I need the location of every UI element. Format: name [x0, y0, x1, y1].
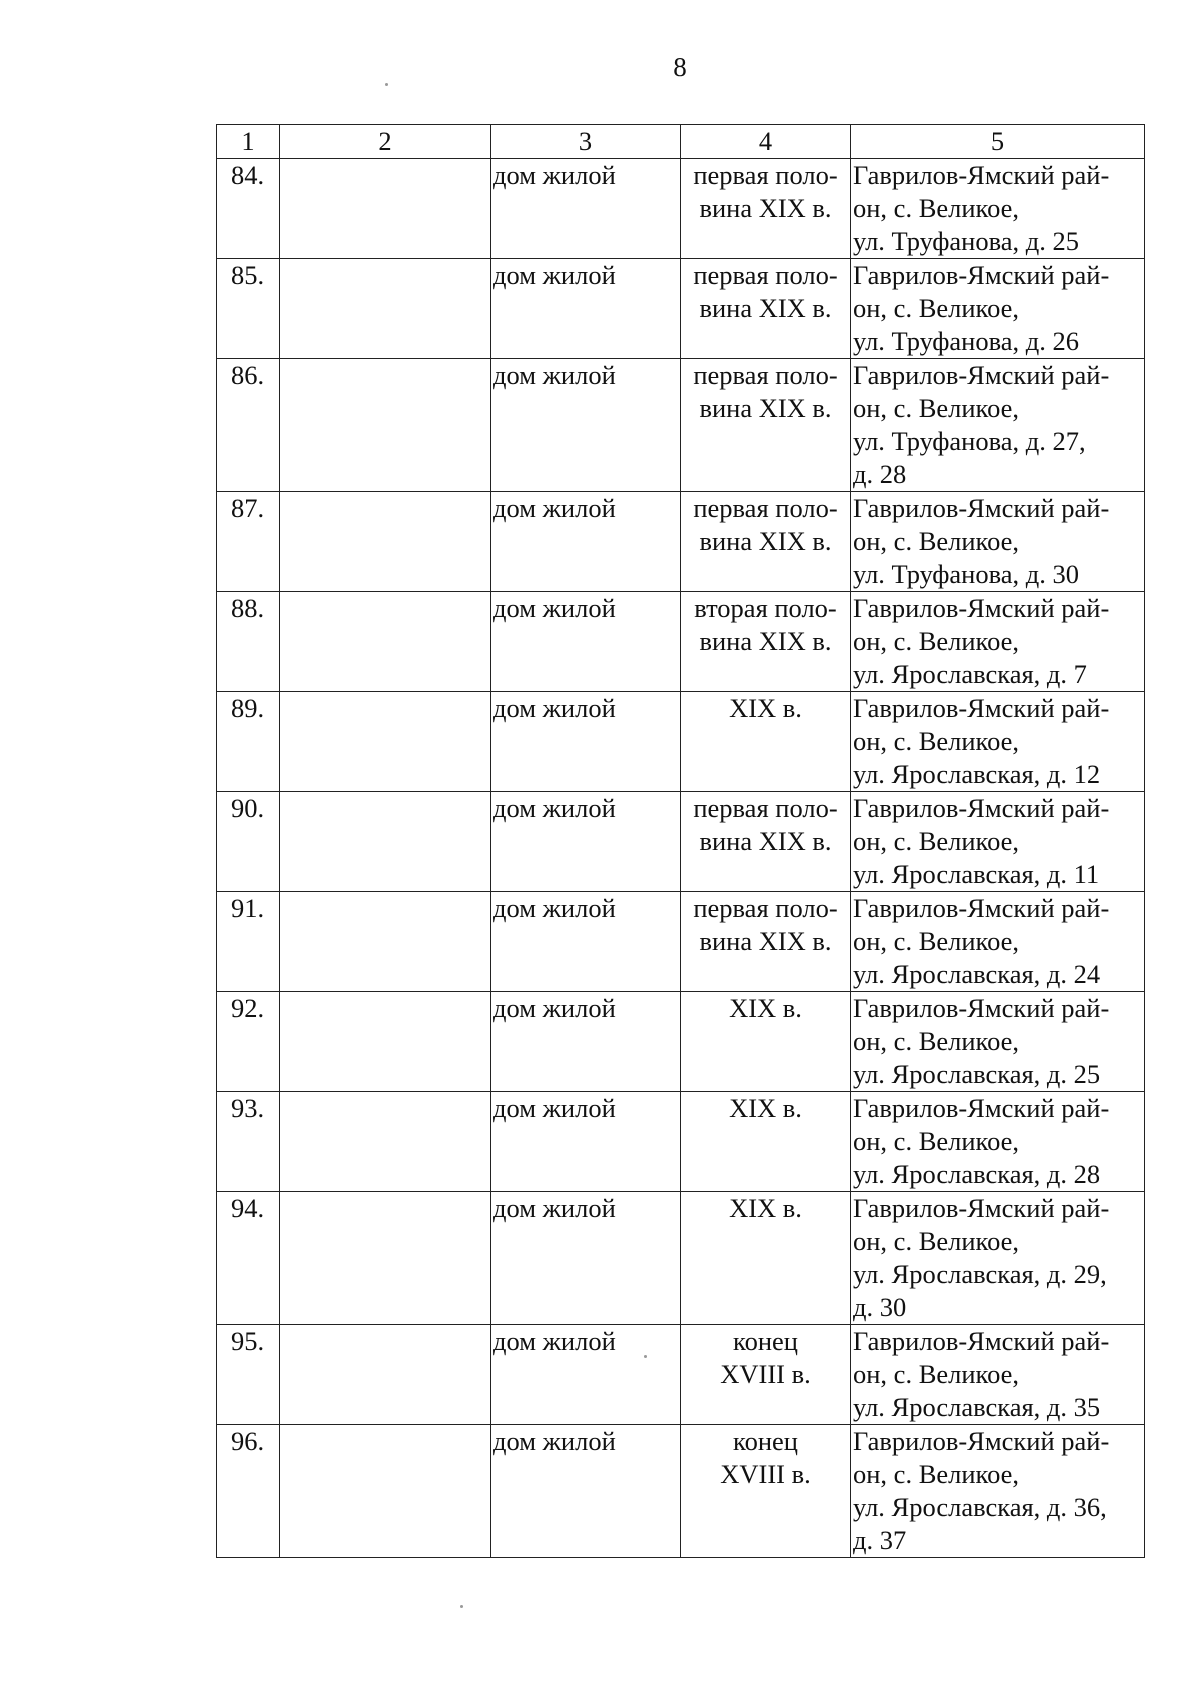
row-number: 92.: [217, 992, 280, 1092]
dating-cell: [681, 592, 851, 692]
cell-line: ул. Ярославская, д. 7: [853, 659, 1087, 689]
cell-line: Гаврилов-Ямский рай-: [853, 160, 1110, 190]
address-cell: [851, 159, 1145, 259]
dating-cell: [681, 792, 851, 892]
cell-line: Гаврилов-Ямский рай-: [853, 793, 1110, 823]
cell-line: ул. Труфанова, д. 30: [853, 559, 1080, 589]
dating-cell: [681, 1092, 851, 1192]
dating-cell: [681, 992, 851, 1092]
object-type: дом жилой: [491, 1325, 681, 1425]
cell-line: вина XIX в.: [699, 393, 832, 423]
cell-line: ул. Ярославская, д. 12: [853, 759, 1101, 789]
row-number: 96.: [217, 1425, 280, 1558]
cell-line: он, с. Великое,: [853, 1226, 1020, 1256]
name-cell: [280, 1325, 491, 1425]
object-type: дом жилой: [491, 992, 681, 1092]
object-type: дом жилой: [491, 159, 681, 259]
name-cell: [280, 692, 491, 792]
object-type: дом жилой: [491, 792, 681, 892]
cell-line: XIX в.: [729, 1093, 802, 1123]
table-row: [217, 259, 1145, 359]
table-row: [217, 792, 1145, 892]
scan-speck: [644, 1355, 647, 1358]
dating-cell: [681, 892, 851, 992]
cell-line: конец: [733, 1326, 798, 1356]
cell-line: XIX в.: [729, 693, 802, 723]
name-cell: [280, 1192, 491, 1325]
cell-line: ул. Ярославская, д. 35: [853, 1392, 1101, 1422]
cell-line: Гаврилов-Ямский рай-: [853, 893, 1110, 923]
scan-speck: [385, 83, 388, 86]
dating-cell: [681, 359, 851, 492]
cell-line: Гаврилов-Ямский рай-: [853, 1326, 1110, 1356]
cell-line: Гаврилов-Ямский рай-: [853, 360, 1110, 390]
table-row: [217, 592, 1145, 692]
cell-line: ул. Труфанова, д. 27,: [853, 426, 1086, 456]
header-row: [217, 125, 1145, 159]
object-type: дом жилой: [491, 592, 681, 692]
cell-line: Гаврилов-Ямский рай-: [853, 493, 1110, 523]
cell-line: Гаврилов-Ямский рай-: [853, 1426, 1110, 1456]
cell-line: Гаврилов-Ямский рай-: [853, 693, 1110, 723]
cell-line: XVIII в.: [720, 1459, 811, 1489]
cell-line: вина XIX в.: [699, 826, 832, 856]
name-cell: [280, 159, 491, 259]
header-cell: 1: [217, 125, 280, 159]
dating-cell: [681, 492, 851, 592]
dating-cell: [681, 259, 851, 359]
cell-line: д. 30: [853, 1292, 907, 1322]
cell-line: ул. Труфанова, д. 26: [853, 326, 1080, 356]
object-type: дом жилой: [491, 259, 681, 359]
address-cell: [851, 592, 1145, 692]
name-cell: [280, 892, 491, 992]
cell-line: первая поло-: [693, 160, 838, 190]
name-cell: [280, 992, 491, 1092]
object-type: дом жилой: [491, 1092, 681, 1192]
cell-line: вина XIX в.: [699, 193, 832, 223]
cell-line: ул. Ярославская, д. 29,: [853, 1259, 1107, 1289]
table-row: [217, 159, 1145, 259]
cell-line: он, с. Великое,: [853, 826, 1020, 856]
object-type: дом жилой: [491, 692, 681, 792]
cell-line: ул. Ярославская, д. 36,: [853, 1492, 1107, 1522]
row-number: 90.: [217, 792, 280, 892]
cell-line: вина XIX в.: [699, 626, 832, 656]
row-number: 95.: [217, 1325, 280, 1425]
address-cell: [851, 992, 1145, 1092]
cell-line: вина XIX в.: [699, 293, 832, 323]
row-number: 86.: [217, 359, 280, 492]
row-number: 88.: [217, 592, 280, 692]
cell-line: ул. Ярославская, д. 28: [853, 1159, 1101, 1189]
name-cell: [280, 1425, 491, 1558]
page-number: 8: [673, 52, 687, 82]
monuments-table: [216, 124, 1145, 1558]
header-cell: 5: [851, 125, 1145, 159]
cell-line: д. 28: [853, 459, 907, 489]
object-type: дом жилой: [491, 492, 681, 592]
name-cell: [280, 359, 491, 492]
table-row: [217, 692, 1145, 792]
table-row: [217, 892, 1145, 992]
row-number: 85.: [217, 259, 280, 359]
object-type: дом жилой: [491, 1192, 681, 1325]
row-number: 94.: [217, 1192, 280, 1325]
table-row: [217, 1192, 1145, 1325]
header-cell: 2: [280, 125, 491, 159]
cell-line: XVIII в.: [720, 1359, 811, 1389]
cell-line: вина XIX в.: [699, 926, 832, 956]
cell-line: ул. Ярославская, д. 24: [853, 959, 1101, 989]
cell-line: первая поло-: [693, 260, 838, 290]
cell-line: он, с. Великое,: [853, 926, 1020, 956]
cell-line: он, с. Великое,: [853, 1359, 1020, 1389]
header-cell: 3: [491, 125, 681, 159]
cell-line: конец: [733, 1426, 798, 1456]
cell-line: первая поло-: [693, 360, 838, 390]
name-cell: [280, 492, 491, 592]
name-cell: [280, 1092, 491, 1192]
object-type: дом жилой: [491, 359, 681, 492]
address-cell: [851, 892, 1145, 992]
name-cell: [280, 592, 491, 692]
address-cell: [851, 259, 1145, 359]
cell-line: он, с. Великое,: [853, 1026, 1020, 1056]
table-row: [217, 1325, 1145, 1425]
address-cell: [851, 1192, 1145, 1325]
address-cell: [851, 1325, 1145, 1425]
cell-line: XIX в.: [729, 1193, 802, 1223]
cell-line: ул. Труфанова, д. 25: [853, 226, 1080, 256]
address-cell: [851, 492, 1145, 592]
dating-cell: [681, 1325, 851, 1425]
address-cell: [851, 1425, 1145, 1558]
row-number: 93.: [217, 1092, 280, 1192]
object-type: дом жилой: [491, 1425, 681, 1558]
cell-line: первая поло-: [693, 793, 838, 823]
cell-line: он, с. Великое,: [853, 526, 1020, 556]
row-number: 84.: [217, 159, 280, 259]
address-cell: [851, 359, 1145, 492]
cell-line: ул. Ярославская, д. 25: [853, 1059, 1101, 1089]
cell-line: Гаврилов-Ямский рай-: [853, 593, 1110, 623]
cell-line: Гаврилов-Ямский рай-: [853, 1093, 1110, 1123]
name-cell: [280, 792, 491, 892]
cell-line: XIX в.: [729, 993, 802, 1023]
address-cell: [851, 1092, 1145, 1192]
name-cell: [280, 259, 491, 359]
cell-line: вторая поло-: [694, 593, 837, 623]
table-row: [217, 359, 1145, 492]
address-cell: [851, 692, 1145, 792]
table-row: [217, 1425, 1145, 1558]
cell-line: он, с. Великое,: [853, 726, 1020, 756]
object-type: дом жилой: [491, 892, 681, 992]
dating-cell: [681, 692, 851, 792]
cell-line: он, с. Великое,: [853, 293, 1020, 323]
scan-speck: [460, 1605, 463, 1608]
cell-line: Гаврилов-Ямский рай-: [853, 993, 1110, 1023]
header-cell: 4: [681, 125, 851, 159]
cell-line: первая поло-: [693, 893, 838, 923]
dating-cell: [681, 159, 851, 259]
row-number: 87.: [217, 492, 280, 592]
dating-cell: [681, 1425, 851, 1558]
cell-line: он, с. Великое,: [853, 393, 1020, 423]
cell-line: он, с. Великое,: [853, 1459, 1020, 1489]
dating-cell: [681, 1192, 851, 1325]
table-body: [217, 159, 1145, 1558]
address-cell: [851, 792, 1145, 892]
cell-line: ул. Ярославская, д. 11: [853, 859, 1100, 889]
row-number: 89.: [217, 692, 280, 792]
cell-line: первая поло-: [693, 493, 838, 523]
cell-line: вина XIX в.: [699, 526, 832, 556]
cell-line: он, с. Великое,: [853, 626, 1020, 656]
cell-line: д. 37: [853, 1525, 907, 1555]
row-number: 91.: [217, 892, 280, 992]
table-row: [217, 1092, 1145, 1192]
cell-line: он, с. Великое,: [853, 193, 1020, 223]
cell-line: Гаврилов-Ямский рай-: [853, 260, 1110, 290]
table-row: [217, 992, 1145, 1092]
cell-line: он, с. Великое,: [853, 1126, 1020, 1156]
table-row: [217, 492, 1145, 592]
cell-line: Гаврилов-Ямский рай-: [853, 1193, 1110, 1223]
